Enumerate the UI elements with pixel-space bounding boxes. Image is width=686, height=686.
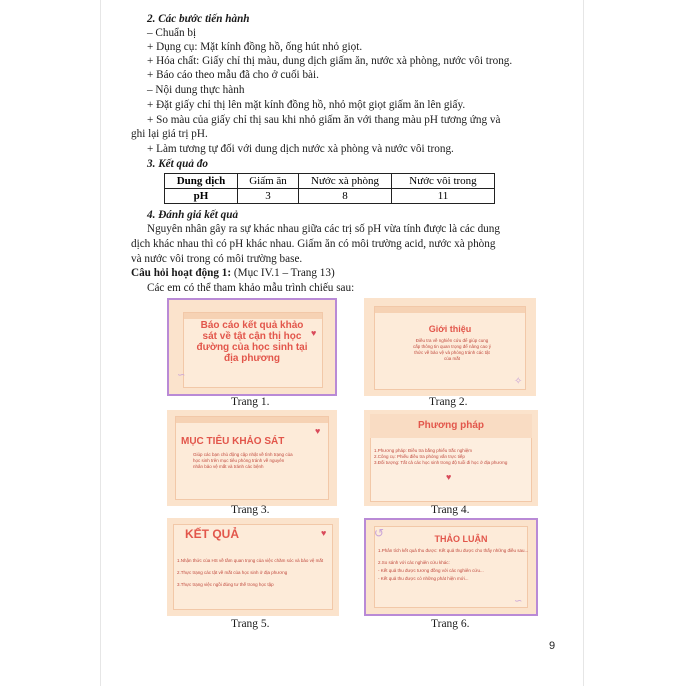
slide-caption: Trang 3.: [231, 504, 270, 516]
heading-eval: 4. Đánh giá kết quả: [147, 209, 239, 221]
slide-item: 1.Nhận thức của HS về tầm quan trọng của việc chăm sóc và bảo vệ mắt: [177, 558, 324, 563]
table-cell: pH: [165, 189, 238, 204]
sparkle-icon: ✧: [514, 376, 523, 387]
window-bar: [176, 417, 328, 423]
heart-icon: ♥: [446, 472, 452, 482]
intro-line: Các em có thể tham khảo mẫu trình chiếu sau:: [147, 282, 355, 294]
slide-item: 2.So sánh với các nghiên cứu khác:: [378, 560, 450, 565]
table-row: [165, 189, 495, 204]
text-line: dịch khác nhau thì có pH khác nhau. Giấm ăn có môi trường acid, nước xà phòng: [131, 238, 496, 250]
heart-icon: ♥: [311, 328, 317, 338]
slide-thumbnail-2: [364, 298, 536, 396]
slide-item: 1.Phương pháp: Điều tra bằng phiếu trắc nghiệm: [374, 448, 473, 453]
slide-thumbnail-4: [364, 410, 538, 506]
slide-thumbnail-6: [364, 518, 538, 616]
text-line: – Nội dung thực hành: [147, 84, 245, 96]
page-number: 9: [549, 640, 556, 652]
right-margin: [583, 0, 686, 686]
heading-steps: 2. Các bước tiến hành: [147, 13, 250, 25]
text-line: + Làm tương tự đối với dung dịch nước xà phòng và nước vôi trong.: [147, 143, 454, 155]
slide-body: Điều tra về nghiên cứu để giúp cung cấp thông tin quan trọng để nâng cao ý thức về bảo vệ và phòng tránh các tật của mắt: [412, 338, 492, 361]
window-bar: [184, 313, 322, 319]
results-table: [164, 173, 495, 204]
text-line: + Đặt giấy chỉ thị lên mặt kính đồng hồ, nhỏ một giọt giấm ăn lên giấy.: [147, 99, 466, 111]
slide-body: Giúp các bạn chủ động cập nhật về tình trạng của học sinh trên mục tiêu phòng tránh về nguyên nhân bảo vệ mắt và tránh các bệnh: [193, 452, 293, 469]
slide-caption: Trang 4.: [431, 504, 470, 516]
slide-title: Giới thiệu: [428, 324, 472, 334]
slide-thumbnail-1: [167, 298, 337, 396]
slide-thumbnail-3: [167, 410, 337, 506]
slide-title: THẢO LUẬN: [434, 534, 488, 544]
slide-caption: Trang 6.: [431, 618, 470, 630]
table-header-cell: Giấm ăn: [238, 174, 299, 189]
slide-item: 3.Thực trạng việc ngồi đúng tư thế trong học tập: [177, 582, 274, 587]
slide-caption: Trang 5.: [231, 618, 270, 630]
slide-item: 2.Công cụ: Phiếu điều tra phỏng vấn trực tiếp: [374, 454, 465, 459]
slide-title: Phương pháp: [417, 420, 484, 431]
text-line: + So màu của giấy chỉ thị sau khi nhỏ giấm ăn với thang màu pH tương ứng và: [147, 114, 501, 126]
table-header-row: [165, 174, 495, 189]
slide-item: 3.Đối tượng: Tất cả các học sinh trong độ tuổi đi học ở địa phương: [374, 460, 508, 465]
question-line: [131, 266, 335, 280]
slide-title: Báo cáo kết quả khảo sát về tật cận thị học đường của học sinh tại địa phương: [196, 320, 308, 364]
document-page: [101, 0, 583, 686]
swirl-icon: ↺: [374, 526, 385, 540]
heart-icon: ♥: [321, 528, 327, 538]
text-line: – Chuẩn bị: [147, 27, 197, 39]
question-label: Câu hỏi hoạt động 1:: [131, 267, 232, 279]
slide-title: MỤC TIÊU KHẢO SÁT: [181, 436, 285, 447]
slide-item: 1.Phân tích kết quả thu được: Kết quả thu được cho thấy những điều sau...: [378, 548, 528, 553]
text-line: + Hóa chất: Giấy chỉ thị màu, dung dịch giấm ăn, nước xà phòng, nước vôi trong.: [147, 55, 513, 67]
heart-icon: ♥: [315, 426, 321, 436]
slide-title: KẾT QUẢ: [185, 527, 239, 541]
table-header-cell: Nước vôi trong: [392, 174, 495, 189]
text-line: Nguyên nhân gây ra sự khác nhau giữa các trị số pH vừa tính được là các dung: [147, 223, 500, 235]
squiggle-icon: ∽: [177, 370, 186, 381]
text-line: và nước vôi trong có môi trường base.: [131, 253, 303, 265]
window-bar: [375, 307, 525, 313]
question-ref: (Mục IV.1 – Trang 13): [231, 267, 335, 279]
slide-caption: Trang 1.: [231, 396, 270, 408]
table-cell: 8: [299, 189, 392, 204]
slide-item: - Kết quả thu được có những phát hiện mới...: [378, 576, 469, 581]
squiggle-icon: ∽: [514, 596, 523, 607]
slide-thumbnail-5: [167, 518, 339, 616]
slide-item: - Kết quả thu được tương đồng với các nghiên cứu...: [378, 568, 484, 573]
text-line: + Báo cáo theo mẫu đã cho ở cuối bài.: [147, 69, 319, 81]
text-line: ghi lại giá trị pH.: [131, 128, 208, 140]
left-margin: [0, 0, 101, 686]
table-cell: 3: [238, 189, 299, 204]
heading-results: 3. Kết quả đo: [147, 158, 208, 170]
slide-item: 2.Thực trạng các tật về mắt của học sinh ở địa phương: [177, 570, 288, 575]
text-line: + Dụng cụ: Mặt kính đồng hồ, ống hút nhỏ giọt.: [147, 41, 363, 53]
table-header-cell: Dung dịch: [165, 174, 238, 189]
table-header-cell: Nước xà phòng: [299, 174, 392, 189]
table-cell: 11: [392, 189, 495, 204]
slide-caption: Trang 2.: [429, 396, 468, 408]
